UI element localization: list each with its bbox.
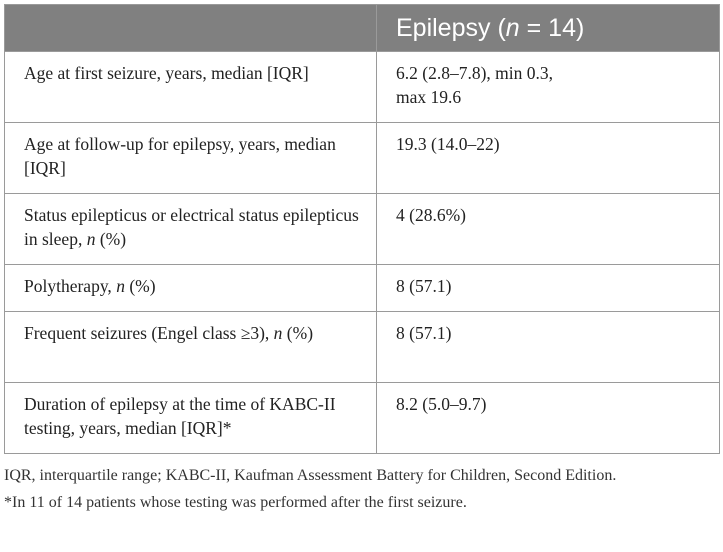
row-label-text: Duration of epilepsy at the time of KABC-II testing, years, median [IQR]* [24,394,336,438]
header-empty-cell [5,5,377,52]
row-label-text: Age at first seizure, years, median [IQR] [24,63,309,83]
header-row [5,5,720,52]
table-row [5,194,720,265]
table-footnotes [4,465,717,513]
table-row [5,265,720,312]
abbreviations-footnote: IQR, interquartile range; KABC-II, Kaufman Assessment Battery for Children, Second Edition. [4,467,617,484]
row-label [5,194,377,265]
header-epilepsy-n: n [505,13,520,42]
row-value [377,194,720,265]
table-body [5,52,720,454]
row-value [377,123,720,194]
row-value-line2: max 19.6 [396,87,462,107]
row-label [5,312,377,383]
row-value-line1: 8 (57.1) [396,323,452,343]
row-label-text: Polytherapy, [24,276,117,296]
header-epilepsy-cell [377,5,720,52]
row-value [377,265,720,312]
row-label-italic: n [273,323,283,343]
row-label-text: Frequent seizures (Engel class ≥3), [24,323,274,343]
row-value-line1: 19.3 (14.0–22) [396,134,500,154]
row-label-text: Age at follow-up for epilepsy, years, median [IQR] [24,134,336,178]
row-value-line1: 8 (57.1) [396,276,452,296]
table-row [5,312,720,383]
table-row [5,383,720,454]
header-epilepsy-prefix: Epilepsy ( [396,13,506,42]
row-label-suffix: (%) [124,276,156,296]
asterisk-footnote: *In 11 of 14 patients whose testing was performed after the first seizure. [4,493,467,511]
header-epilepsy-suffix: = 14) [519,13,585,42]
row-label-suffix: (%) [282,323,314,343]
row-value [377,383,720,454]
row-label [5,123,377,194]
table-header [5,5,720,52]
row-label-suffix: (%) [95,229,127,249]
row-value [377,312,720,383]
row-label [5,383,377,454]
row-label-italic: n [116,276,125,296]
row-label [5,265,377,312]
epilepsy-table-container [4,4,719,454]
epilepsy-table [4,4,720,454]
table-row [5,52,720,123]
row-label-text: Status epilepticus or electrical status epilepticus in sleep, [24,205,359,249]
row-label [5,52,377,123]
row-value-line1: 4 (28.6%) [396,205,466,225]
table-row [5,123,720,194]
row-value-line1: 8.2 (5.0–9.7) [396,394,487,414]
row-value-line1: 6.2 (2.8–7.8), min 0.3, [396,63,554,83]
row-label-italic: n [86,229,96,249]
row-value [377,52,720,123]
